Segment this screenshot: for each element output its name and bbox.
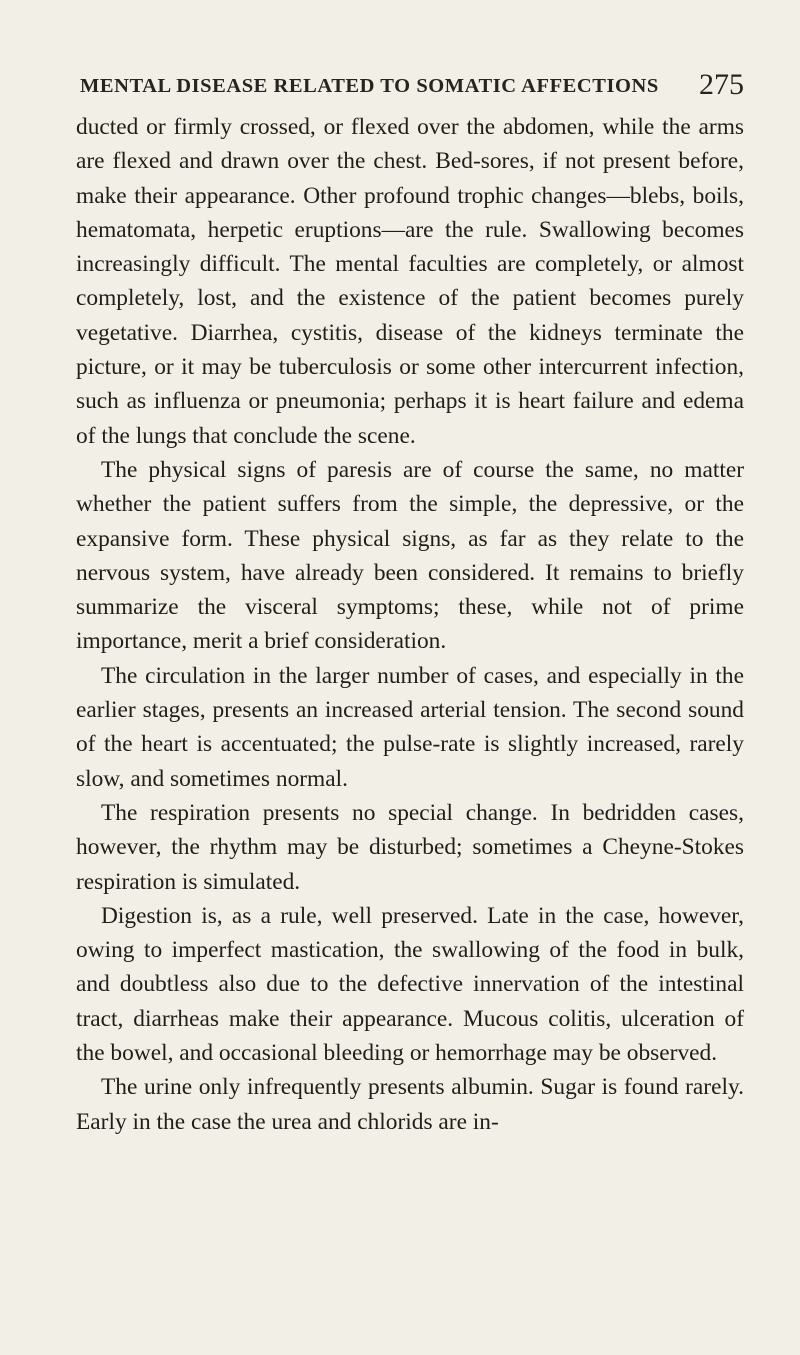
body-text	[76, 110, 744, 1139]
paragraph-physical-signs: The physical signs of paresis are of course the same, no matter whether the patient suffers from the simple, the depressive, or the expansive form. These physical signs, as far as they relate to the nervous system, have already been considered. It remains to briefly summarize the visceral symptoms; these, while not of prime importance, merit a brief consideration.	[76, 456, 744, 655]
paragraph-urine: The urine only infrequently presents albumin. Sugar is found rarely. Early in the case the urea and chlorids are in-	[76, 1074, 744, 1135]
paragraph-digestion: Digestion is, as a rule, well preserved. Late in the case, however, owing to imperfect mastication, the swallowing of the food in bulk, and doubtless also due to the defective innervation of the intestinal tract, diarrheas make their appearance. Mucous colitis, ulceration of the bowel, and occasional bleeding or hemorrhage may be observed.	[76, 902, 744, 1067]
running-title: MENTAL DISEASE RELATED TO SOMATIC AFFECTIONS	[80, 75, 659, 97]
paragraph-continued: ducted or firmly crossed, or flexed over the abdomen, while the arms are flexed and drawn over the chest. Bed-sores, if not present before, make their appearance. Other profound trophic changes—blebs, boils, hematomata, herpetic eruptions—are the rule. Swallowing becomes increasingly difficult. The mental faculties are completely, or almost completely, lost, and the existence of the patient becomes purely vegetative. Diarrhea, cystitis, disease of the kidneys terminate the picture, or it may be tuberculosis or some other intercurrent infection, such as influenza or pneumonia; perhaps it is heart failure and edema of the lungs that conclude the scene.	[76, 114, 744, 449]
book-page	[76, 68, 744, 1139]
paragraph-circulation: The circulation in the larger number of cases, and especially in the earlier stages, presents an increased arterial tension. The second sound of the heart is accentuated; the pulse-rate is slightly increased, rarely slow, and sometimes normal.	[76, 662, 744, 792]
running-header	[76, 68, 744, 110]
page-number: 275	[699, 68, 744, 101]
paragraph-respiration: The respiration presents no special change. In bedridden cases, however, the rhythm may be disturbed; sometimes a Cheyne-Stokes respiration is simulated.	[76, 799, 744, 895]
